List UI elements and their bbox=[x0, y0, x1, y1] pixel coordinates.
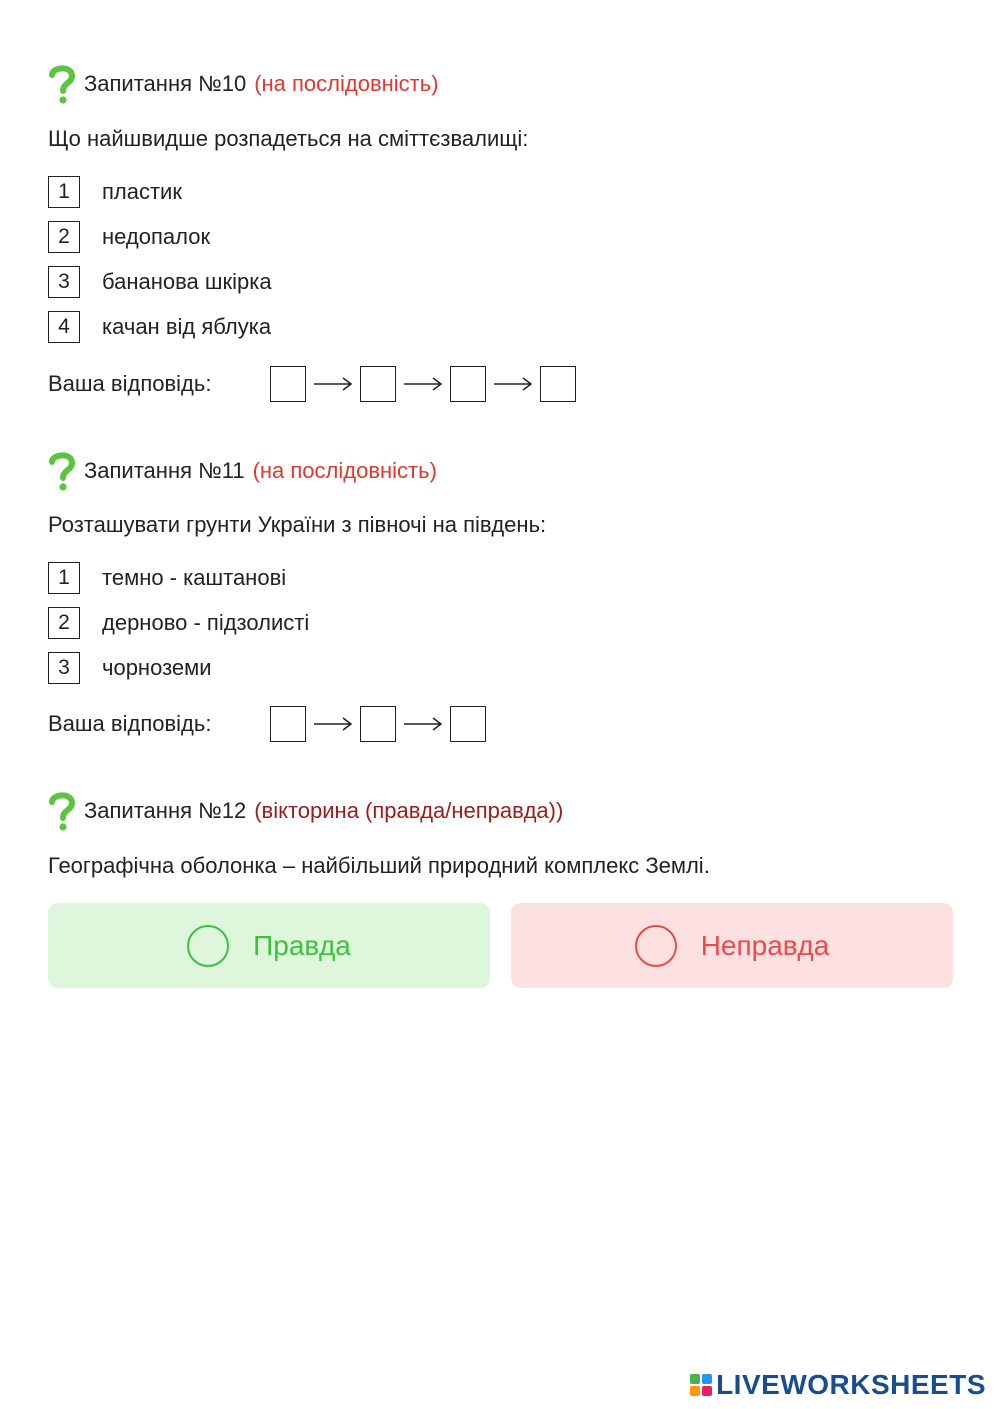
option-item bbox=[48, 310, 271, 344]
option-number: 3 bbox=[48, 266, 80, 298]
option-label: недопалок bbox=[102, 224, 211, 249]
option-label: чорноземи bbox=[102, 655, 212, 680]
answer-box[interactable] bbox=[450, 366, 486, 402]
option-label: темно - каштанові bbox=[102, 565, 287, 590]
answer-box[interactable] bbox=[270, 366, 306, 402]
question-type: (вікторина (правда/неправда)) bbox=[254, 798, 564, 823]
option-item bbox=[48, 175, 182, 209]
option-label: дерново - підзолисті bbox=[102, 610, 310, 635]
liveworksheets-logo bbox=[690, 1369, 986, 1401]
answer-box[interactable] bbox=[540, 366, 576, 402]
question-10-header bbox=[48, 64, 439, 104]
option-item bbox=[48, 220, 210, 254]
answer-box[interactable] bbox=[360, 366, 396, 402]
answer-label: Ваша відповідь: bbox=[48, 371, 212, 396]
option-label: качан від яблука bbox=[102, 314, 272, 339]
option-item bbox=[48, 561, 286, 595]
true-button[interactable] bbox=[48, 903, 490, 988]
question-type: (на послідовність) bbox=[252, 458, 437, 483]
false-label: Неправда bbox=[700, 929, 830, 961]
answer-row bbox=[48, 366, 576, 402]
question-12-header bbox=[48, 791, 563, 831]
answer-box[interactable] bbox=[360, 706, 396, 742]
option-number: 2 bbox=[48, 221, 80, 253]
radio-circle-icon bbox=[635, 925, 677, 967]
question-title: Запитання №10 bbox=[84, 71, 247, 96]
true-label: Правда bbox=[253, 929, 351, 961]
question-mark-icon bbox=[48, 64, 76, 104]
option-number: 4 bbox=[48, 311, 80, 343]
question-text: Розташувати грунти України з півночі на південь: bbox=[48, 512, 547, 537]
question-mark-icon bbox=[48, 451, 76, 491]
answer-row bbox=[48, 706, 486, 742]
question-type: (на послідовність) bbox=[254, 71, 439, 96]
answer-label: Ваша відповідь: bbox=[48, 711, 212, 736]
option-label: пластик bbox=[102, 179, 182, 204]
question-mark-icon bbox=[48, 791, 76, 831]
option-item bbox=[48, 265, 272, 299]
question-text: Що найшвидше розпадеться на сміттєзвалищі: bbox=[48, 126, 529, 151]
arrow-right-icon bbox=[396, 706, 450, 742]
question-11-header bbox=[48, 451, 437, 491]
option-number: 3 bbox=[48, 652, 80, 684]
false-button[interactable] bbox=[511, 903, 953, 988]
option-number: 1 bbox=[48, 562, 80, 594]
logo-text: LIVEWORKSHEETS bbox=[716, 1369, 986, 1400]
answer-box[interactable] bbox=[270, 706, 306, 742]
arrow-right-icon bbox=[486, 366, 540, 402]
arrow-right-icon bbox=[306, 366, 360, 402]
option-item bbox=[48, 651, 212, 685]
logo-squares-icon bbox=[690, 1374, 712, 1396]
question-text: Географічна оболонка – найбільший природний комплекс Землі. bbox=[48, 853, 710, 878]
option-item bbox=[48, 606, 309, 640]
arrow-right-icon bbox=[306, 706, 360, 742]
question-title: Запитання №12 bbox=[84, 798, 247, 823]
arrow-right-icon bbox=[396, 366, 450, 402]
answer-box[interactable] bbox=[450, 706, 486, 742]
question-title: Запитання №11 bbox=[84, 458, 245, 483]
option-label: бананова шкірка bbox=[102, 269, 272, 294]
option-number: 2 bbox=[48, 607, 80, 639]
option-number: 1 bbox=[48, 176, 80, 208]
radio-circle-icon bbox=[187, 925, 229, 967]
